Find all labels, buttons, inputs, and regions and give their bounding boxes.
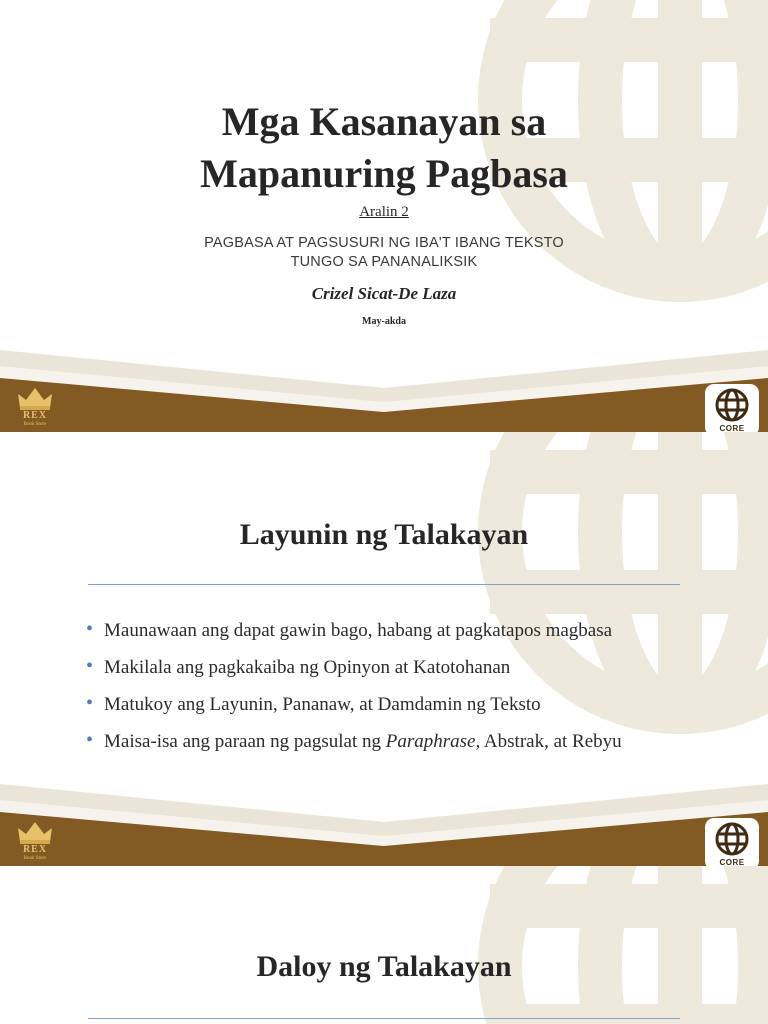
globe-icon <box>705 820 759 860</box>
presentation-title: Mga Kasanayan sa Mapanuring Pagbasa <box>200 99 568 196</box>
rex-bookstore-logo: REX Book Store <box>10 818 60 864</box>
crown-icon <box>10 384 60 412</box>
core-logo: CORE <box>705 818 759 866</box>
footer-banner <box>0 770 768 866</box>
slide-3-title: Daloy ng Talakayan <box>256 950 512 983</box>
slide-3 <box>0 866 768 1024</box>
bullet-icon: • <box>86 692 94 714</box>
crown-icon <box>10 818 60 846</box>
list-item: • Matukoy ang Layunin, Pananaw, at Damdamin ng Teksto <box>86 686 622 723</box>
list-item: • Maunawaan ang dapat gawin bago, habang at pagkatapos magbasa <box>86 612 622 649</box>
core-logo: CORE <box>705 384 759 432</box>
slide-2-title: Layunin ng Talakayan <box>239 518 529 551</box>
title-divider <box>88 1018 680 1019</box>
author-name: Crizel Sicat-De Laza <box>311 284 457 303</box>
title-divider <box>88 584 680 585</box>
bullet-icon: • <box>86 618 94 640</box>
lesson-label: Aralin 2 <box>359 204 409 220</box>
list-item: • Maisa-isa ang paraan ng pagsulat ng Paraphrase, Abstrak, at Rebyu <box>86 723 622 760</box>
author-role: May-akda <box>362 316 406 327</box>
presentation-subtitle: PAGBASA AT PAGSUSURI NG IBA'T IBANG TEKSTO TUNGO SA PANANALIKSIK <box>204 235 564 270</box>
bullet-icon: • <box>86 729 94 751</box>
objectives-list <box>86 612 622 760</box>
list-item: • Makilala ang pagkakaiba ng Opinyon at Katotohanan <box>86 649 622 686</box>
bullet-icon: • <box>86 655 94 677</box>
globe-watermark <box>470 866 768 1024</box>
slide-1 <box>0 0 768 432</box>
rex-bookstore-logo: REX Book Store <box>10 384 60 430</box>
footer-banner <box>0 336 768 432</box>
globe-icon <box>705 386 759 426</box>
